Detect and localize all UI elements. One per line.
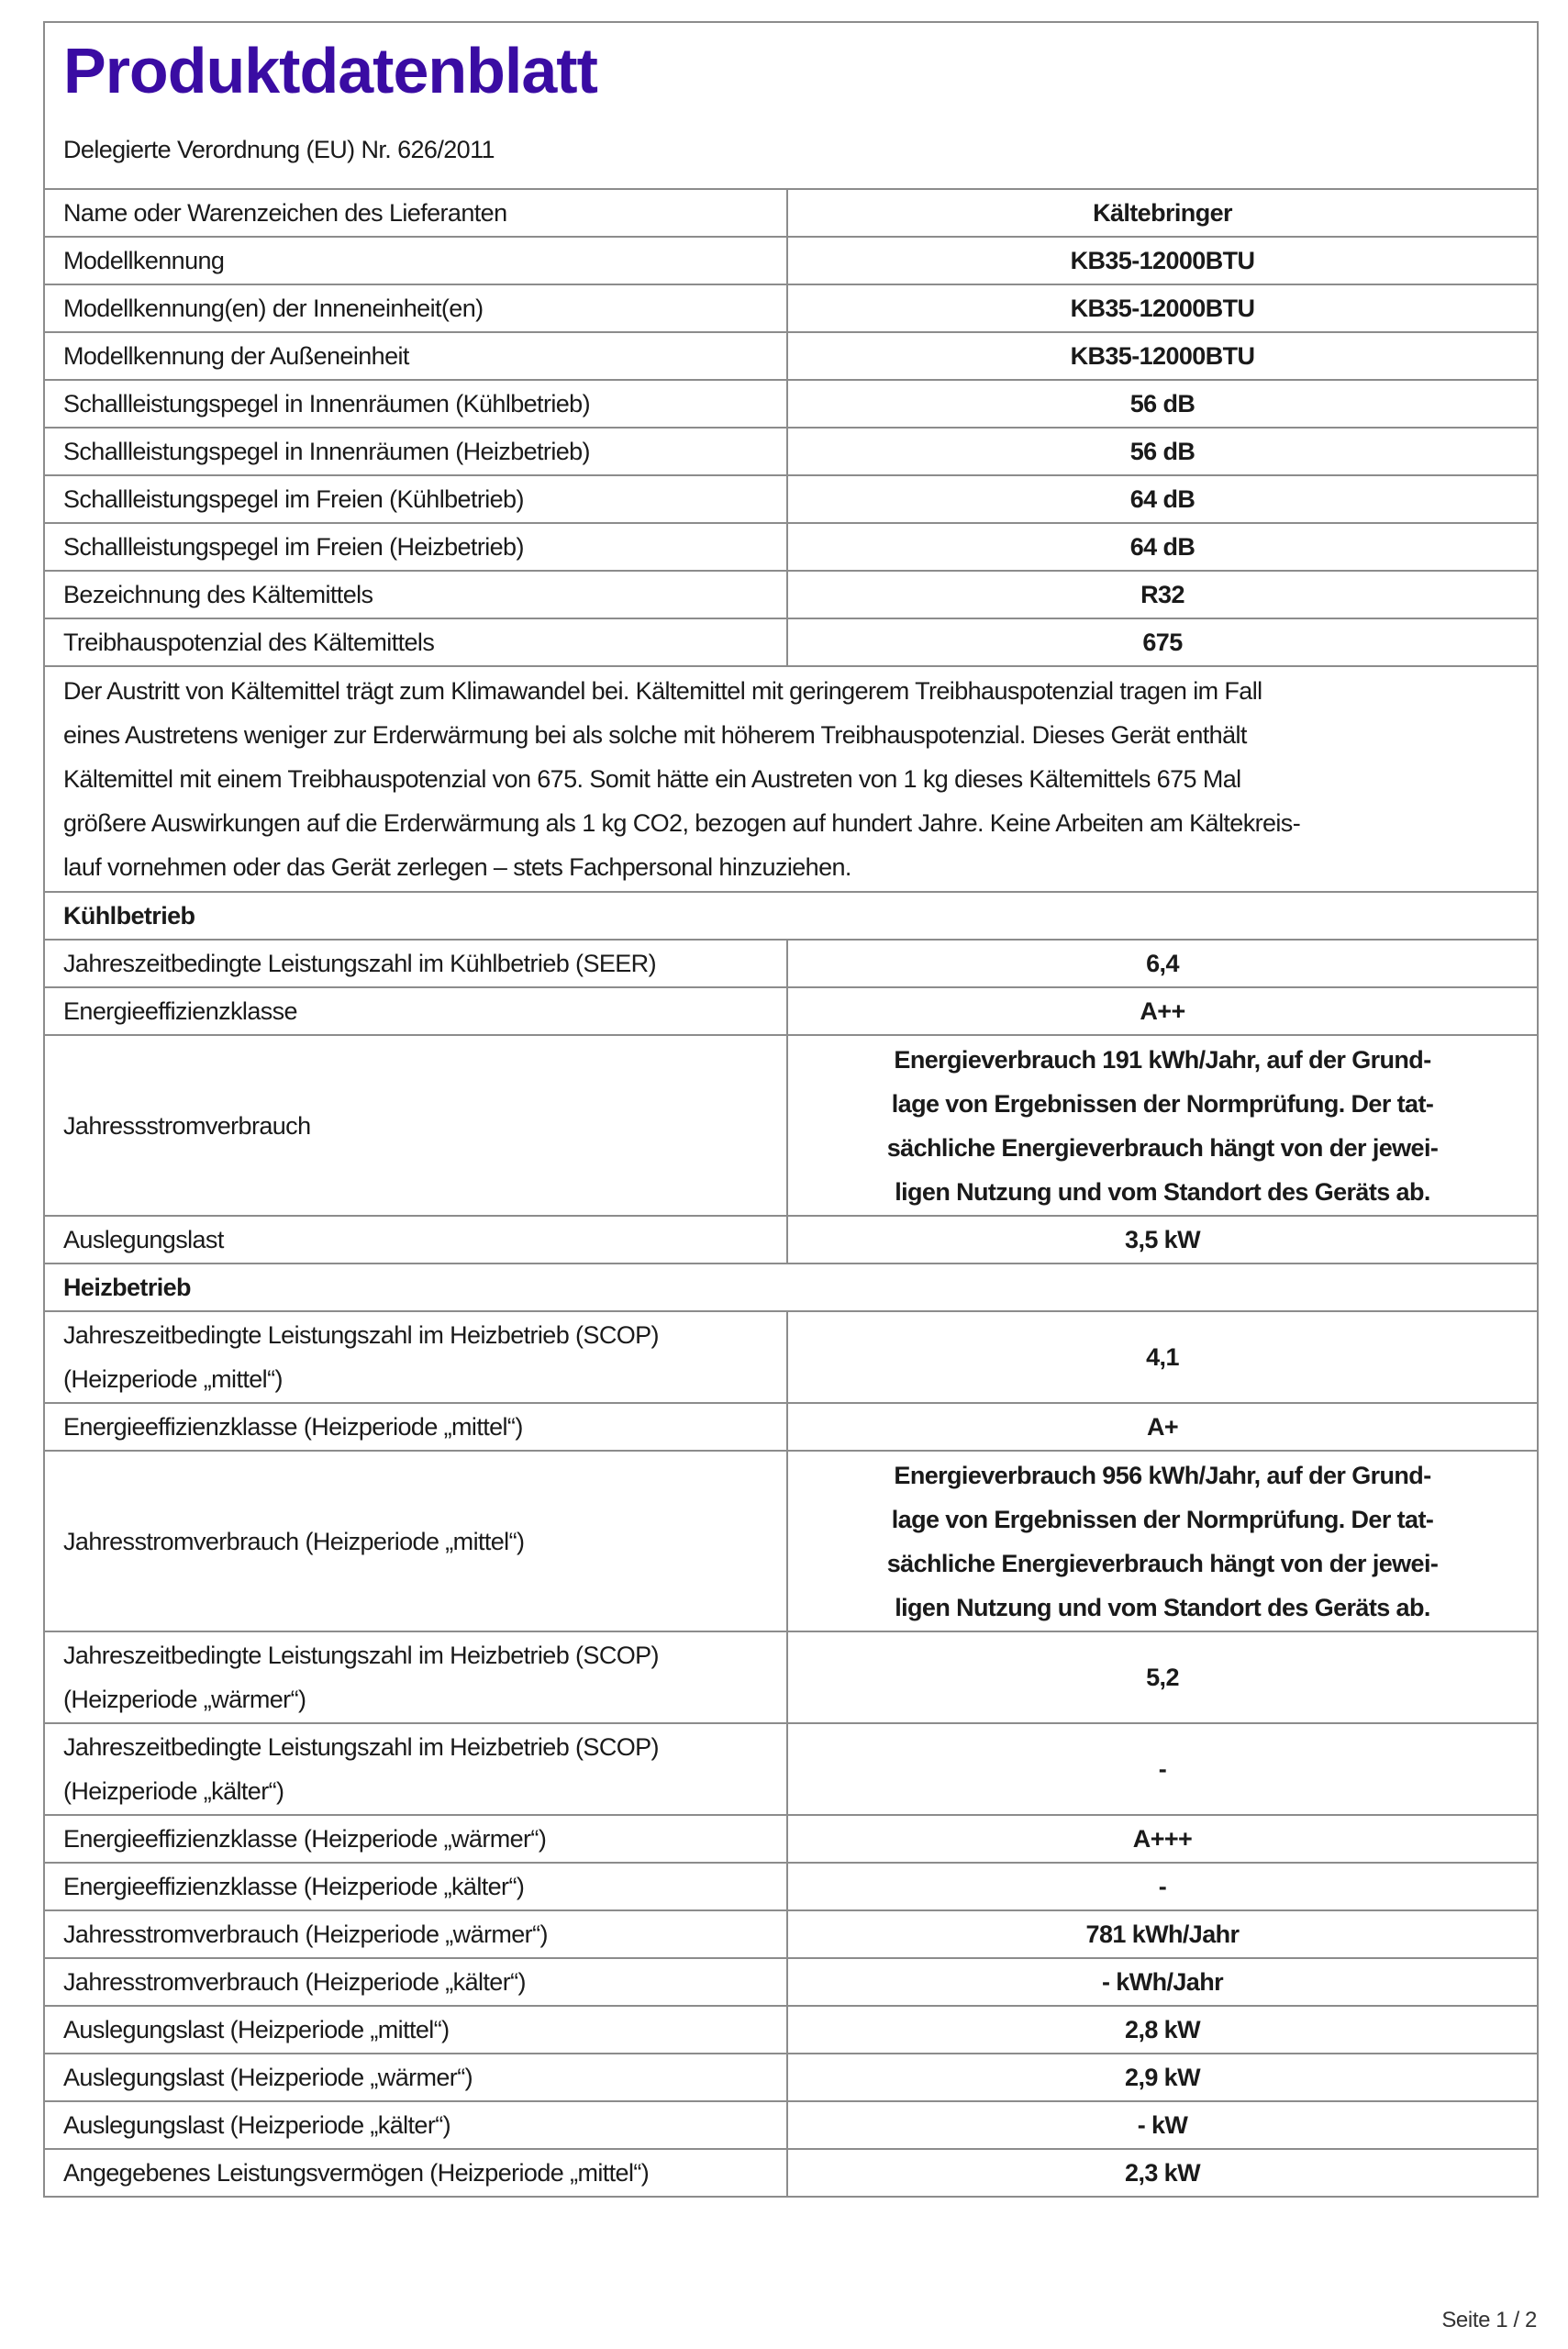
row-value: 675 (787, 618, 1538, 666)
title-cell (44, 22, 1538, 189)
label-line: Jahreszeitbedingte Leistungszahl im Heizbetrieb (SCOP) (63, 1642, 659, 1669)
row-value: A+ (787, 1403, 1538, 1451)
table-row (44, 523, 1538, 571)
row-label: Auslegungslast (44, 1216, 787, 1264)
title-row (44, 22, 1538, 189)
row-label: Energieeffizienzklasse (Heizperiode „kälter“) (44, 1863, 787, 1910)
value-line: ligen Nutzung und vom Standort des Geräts ab. (895, 1177, 1430, 1206)
table-row (44, 987, 1538, 1035)
table-row (44, 1631, 1538, 1723)
row-label: Angegebenes Leistungsvermögen (Heizperiode „mittel“) (44, 2149, 787, 2197)
table-row (44, 284, 1538, 332)
row-value: Kältebringer (787, 189, 1538, 237)
row-label-multiline (44, 1723, 787, 1815)
row-label: Bezeichnung des Kältemittels (44, 571, 787, 618)
section-heading-row (44, 1264, 1538, 1311)
table-row (44, 2054, 1538, 2101)
note-line: lauf vornehmen oder das Gerät zerlegen – stets Fachpersonal hinzuziehen. (63, 853, 851, 881)
row-value: 4,1 (787, 1311, 1538, 1403)
row-label: Treibhauspotenzial des Kältemittels (44, 618, 787, 666)
row-label: Name oder Warenzeichen des Lieferanten (44, 189, 787, 237)
row-value: KB35-12000BTU (787, 332, 1538, 380)
row-label: Energieeffizienzklasse (Heizperiode „mittel“) (44, 1403, 787, 1451)
row-label: Schallleistungspegel in Innenräumen (Kühlbetrieb) (44, 380, 787, 428)
table-row (44, 1958, 1538, 2006)
table-row (44, 1451, 1538, 1631)
value-line: Energieverbrauch 191 kWh/Jahr, auf der Grund- (894, 1045, 1431, 1074)
table-row (44, 189, 1538, 237)
table-row (44, 332, 1538, 380)
table-row (44, 1815, 1538, 1863)
row-value: 2,3 kW (787, 2149, 1538, 2197)
row-value: - (787, 1723, 1538, 1815)
table-row (44, 618, 1538, 666)
row-label: Modellkennung (44, 237, 787, 284)
table-row (44, 1035, 1538, 1216)
regulation-subtitle: Delegierte Verordnung (EU) Nr. 626/2011 (63, 136, 495, 163)
row-label: Modellkennung der Außeneinheit (44, 332, 787, 380)
row-label: Auslegungslast (Heizperiode „mittel“) (44, 2006, 787, 2054)
refrigerant-note (44, 666, 1538, 892)
row-label: Schallleistungspegel in Innenräumen (Heizbetrieb) (44, 428, 787, 475)
table-row (44, 1311, 1538, 1403)
page-title: Produktdatenblatt (63, 35, 597, 106)
row-label: Energieeffizienzklasse (44, 987, 787, 1035)
value-line: sächliche Energieverbrauch hängt von der jewei- (886, 1133, 1439, 1162)
row-value: 64 dB (787, 523, 1538, 571)
table-row (44, 1216, 1538, 1264)
label-line: (Heizperiode „kälter“) (63, 1777, 284, 1805)
row-label: Auslegungslast (Heizperiode „wärmer“) (44, 2054, 787, 2101)
row-value: KB35-12000BTU (787, 284, 1538, 332)
table-row (44, 1723, 1538, 1815)
row-value-multiline (787, 1035, 1538, 1216)
row-value: - kW (787, 2101, 1538, 2149)
row-value: R32 (787, 571, 1538, 618)
row-value: A++ (787, 987, 1538, 1035)
table-row (44, 940, 1538, 987)
table-row (44, 2149, 1538, 2197)
row-value: 2,8 kW (787, 2006, 1538, 2054)
row-value: - (787, 1863, 1538, 1910)
value-line: Energieverbrauch 956 kWh/Jahr, auf der Grund- (894, 1461, 1431, 1489)
table-row (44, 1910, 1538, 1958)
value-line: lage von Ergebnissen der Normprüfung. Der tat- (891, 1505, 1434, 1533)
table-row (44, 1863, 1538, 1910)
table-row (44, 380, 1538, 428)
page-indicator: Seite 1 / 2 (1441, 2308, 1537, 2332)
value-line: sächliche Energieverbrauch hängt von der jewei- (886, 1549, 1439, 1577)
label-line: Jahreszeitbedingte Leistungszahl im Heizbetrieb (SCOP) (63, 1733, 659, 1761)
table-row (44, 237, 1538, 284)
table-row (44, 475, 1538, 523)
table-row (44, 2101, 1538, 2149)
label-line: (Heizperiode „wärmer“) (63, 1686, 306, 1713)
table-row (44, 571, 1538, 618)
row-label: Jahressstromverbrauch (44, 1035, 787, 1216)
note-line: größere Auswirkungen auf die Erderwärmung als 1 kg CO2, bezogen auf hundert Jahre. Keine Arbeiten am Kältekreis- (63, 809, 1301, 837)
note-line: Kältemittel mit einem Treibhauspotenzial von 675. Somit hätte ein Austreten von 1 kg dieses Kältemittels 675 Mal (63, 765, 1241, 793)
row-label: Jahreszeitbedingte Leistungszahl im Kühlbetrieb (SEER) (44, 940, 787, 987)
table-row (44, 2006, 1538, 2054)
row-value: 5,2 (787, 1631, 1538, 1723)
value-line: lage von Ergebnissen der Normprüfung. Der tat- (891, 1089, 1434, 1118)
row-value: A+++ (787, 1815, 1538, 1863)
row-label: Energieeffizienzklasse (Heizperiode „wärmer“) (44, 1815, 787, 1863)
row-label: Jahresstromverbrauch (Heizperiode „kälter“) (44, 1958, 787, 2006)
row-label: Jahresstromverbrauch (Heizperiode „wärmer“) (44, 1910, 787, 1958)
note-line: eines Austretens weniger zur Erderwärmung bei als solche mit höherem Treibhauspotenzial. Dieses Gerät enthält (63, 721, 1247, 749)
row-value: 64 dB (787, 475, 1538, 523)
row-value: - kWh/Jahr (787, 1958, 1538, 2006)
row-label: Schallleistungspegel im Freien (Kühlbetrieb) (44, 475, 787, 523)
product-data-sheet (43, 21, 1537, 2198)
label-line: (Heizperiode „mittel“) (63, 1365, 283, 1393)
row-label: Jahresstromverbrauch (Heizperiode „mittel“) (44, 1451, 787, 1631)
row-value: 56 dB (787, 380, 1538, 428)
row-value: 3,5 kW (787, 1216, 1538, 1264)
row-value: 56 dB (787, 428, 1538, 475)
data-table (43, 21, 1539, 2198)
row-value: KB35-12000BTU (787, 237, 1538, 284)
row-label: Auslegungslast (Heizperiode „kälter“) (44, 2101, 787, 2149)
table-row (44, 1403, 1538, 1451)
row-label-multiline (44, 1311, 787, 1403)
row-value: 2,9 kW (787, 2054, 1538, 2101)
value-line: ligen Nutzung und vom Standort des Geräts ab. (895, 1593, 1430, 1621)
label-line: Jahreszeitbedingte Leistungszahl im Heizbetrieb (SCOP) (63, 1321, 659, 1349)
row-value-multiline (787, 1451, 1538, 1631)
row-value: 6,4 (787, 940, 1538, 987)
row-label-multiline (44, 1631, 787, 1723)
row-label: Schallleistungspegel im Freien (Heizbetrieb) (44, 523, 787, 571)
section-heading-row (44, 892, 1538, 940)
refrigerant-note-row (44, 666, 1538, 892)
row-value: 781 kWh/Jahr (787, 1910, 1538, 1958)
note-line: Der Austritt von Kältemittel trägt zum Klimawandel bei. Kältemittel mit geringerem Treibhauspotenzial tragen im Fall (63, 677, 1262, 705)
section-heading-cooling: Kühlbetrieb (44, 892, 1538, 940)
table-row (44, 428, 1538, 475)
section-heading-heating: Heizbetrieb (44, 1264, 1538, 1311)
row-label: Modellkennung(en) der Inneneinheit(en) (44, 284, 787, 332)
